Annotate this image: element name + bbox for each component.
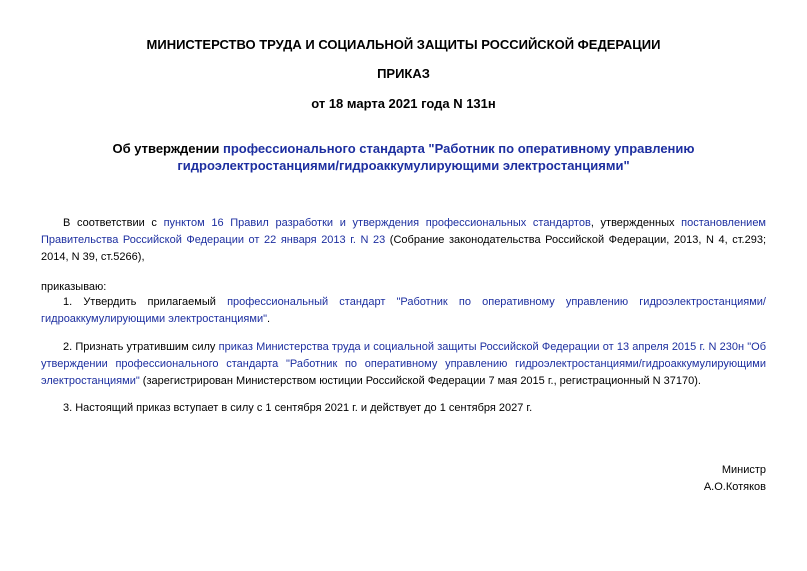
- professional-standard-link[interactable]: профессиональный стандарт "Работник по оперативному управлению гидроэлектростанциями/гидроаккумулирующими электростанциями": [41, 296, 766, 325]
- p1-text-1: В соответствии с: [63, 217, 164, 229]
- previous-order-link[interactable]: приказ Министерства труда и социальной защиты Российской Федерации от 13 апреля 2015 г. N 230н "Об утверждении профессионального стандарта "Работник по оперативному управлению гидроэлектростанциями/гидроаккумулирующими электростанциями": [41, 341, 767, 387]
- p4-text-1: 2. Признать утратившим силу: [63, 341, 219, 353]
- title-prefix: Об утверждении: [112, 141, 223, 156]
- rules-point-16-link[interactable]: пунктом 16 Правил разработки и утверждения профессиональных стандартов: [163, 217, 591, 229]
- paragraph-item-1: [41, 294, 766, 328]
- paragraph-order-word: приказываю:: [41, 281, 107, 293]
- order-date-number: от 18 марта 2021 года N 131н: [311, 96, 496, 111]
- document-title: [40, 140, 767, 174]
- paragraph-item-3: 3. Настоящий приказ вступает в силу с 1 сентября 2021 г. и действует до 1 сентября 2027 г.: [63, 402, 533, 414]
- government-resolution-link[interactable]: постановлением Правительства Российской Федерации от 22 января 2013 г. N 23: [41, 217, 766, 246]
- p4-text-2: (зарегистрирован Министерством юстиции Российской Федерации 7 мая 2015 г., регистрационный N 37170).: [139, 375, 701, 387]
- p1-text-2: , утвержденных: [590, 217, 682, 229]
- signature-name: А.О.Котяков: [703, 481, 766, 493]
- signature-title: Министр: [721, 464, 766, 476]
- document-type-heading: ПРИКАЗ: [377, 66, 430, 81]
- p3-text-1: 1. Утвердить прилагаемый: [63, 296, 228, 308]
- paragraph-item-2: [41, 339, 766, 390]
- ministry-heading: МИНИСТЕРСТВО ТРУДА И СОЦИАЛЬНОЙ ЗАЩИТЫ РОССИЙСКОЙ ФЕДЕРАЦИИ: [146, 37, 661, 52]
- title-standard-link[interactable]: профессионального стандарта "Работник по оперативному управлению гидроэлектростанциями/гидроаккумулирующими электростанциями": [177, 141, 695, 173]
- p3-text-2: .: [267, 313, 271, 325]
- p1-text-3: (Собрание законодательства Российской Федерации, 2013, N 4, ст.293; 2014, N 39, ст.5266),: [41, 234, 766, 263]
- paragraph-basis: [41, 215, 766, 266]
